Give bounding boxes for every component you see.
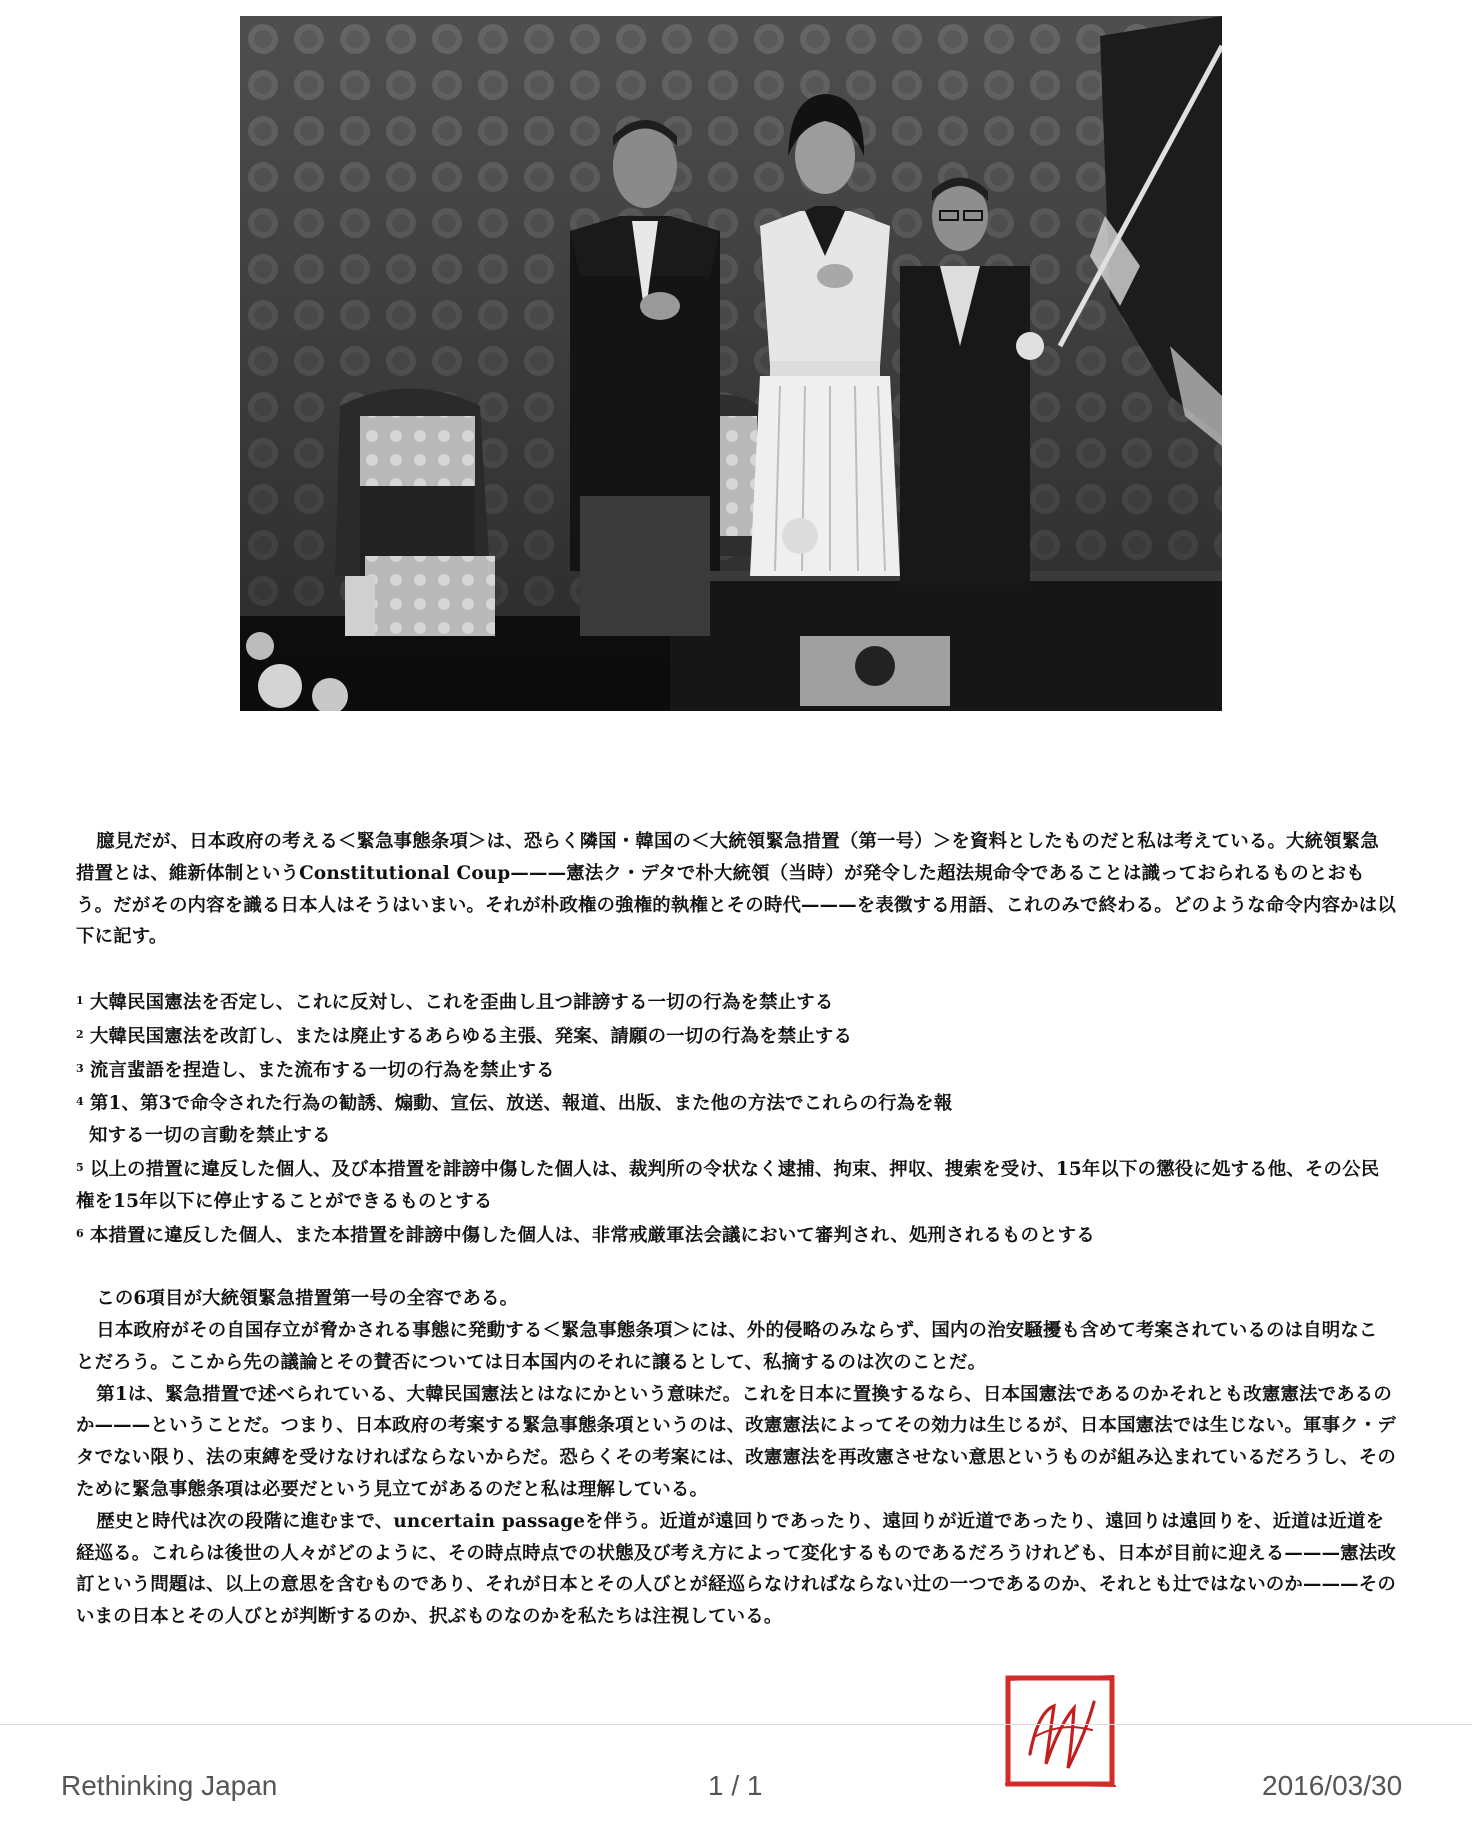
measure-item bbox=[76, 1053, 1396, 1087]
red-seal-signature bbox=[1002, 1672, 1120, 1790]
measure-text: 大韓民国憲法を否定し、これに反対し、これを歪曲し且つ誹謗する一切の行為を禁止する bbox=[89, 991, 834, 1013]
podium bbox=[670, 571, 1222, 711]
measure-number: 4 bbox=[76, 1095, 84, 1109]
measure-text: 以上の措置に違反した個人、及び本措置を誹謗中傷した個人は、裁判所の令状なく逮捕、拘束、押収、捜索を受け、15年以下の懲役に処する他、その公民権を15年以下に停止することができるものとする bbox=[76, 1158, 1380, 1212]
measure-text: 本措置に違反した個人、また本措置を誹謗中傷した個人は、非常戒厳軍法会議において審判され、処刑されるものとする bbox=[89, 1224, 1095, 1246]
measure-text-continued: 知する一切の言動を禁止する bbox=[89, 1125, 331, 1147]
measure-number: 6 bbox=[76, 1226, 84, 1240]
first-point-paragraph: 第1は、緊急措置で述べられている、大韓民国憲法とはなにかという意味だ。これを日本に置換するなら、日本国憲法であるのかそれとも改憲憲法であるのか———ということだ。つまり、日本政府の考案する緊急事態条項というのは、改憲憲法によってその効力は生じるが、日本国憲法では生じない。軍事ク・デタでない限り、法の束縛を受けなければならないからだ。恐らくその考案には、改憲憲法を再改憲させない意思というものが組み込まれているだろうし、そのために緊急事態条項は必要だという見立てがあるのだと私は理解している。 bbox=[76, 1383, 1396, 1500]
footer-page-number: 1 / 1 bbox=[708, 1770, 763, 1801]
intro-paragraph: 臆見だが、日本政府の考える＜緊急事態条項＞は、恐らく隣国・韓国の＜大統領緊急措置（第一号）＞を資料としたものだと私は考えている。大統領緊急措置とは、維新体制というConstitutional Coup———憲法ク・デタで朴大統領（当時）が発令した超法規命令であることは識っておられるものとおもう。だがその内容を識る日本人はそうはいまい。それが朴政権の強権的執権とその時代———を表徴する用語、これのみで終わる。どのような命令内容かは以下に記す。 bbox=[76, 831, 1396, 948]
emergency-measures-list bbox=[76, 985, 1396, 1251]
ceremony-photo bbox=[240, 16, 1222, 711]
footer-divider bbox=[0, 1724, 1472, 1725]
measure-text: 大韓民国憲法を改訂し、または廃止するあらゆる主張、発案、請願の一切の行為を禁止する bbox=[89, 1025, 853, 1047]
measure-item bbox=[76, 1086, 1396, 1152]
ceremony-photo-illustration bbox=[240, 16, 1222, 711]
measure-number: 5 bbox=[76, 1160, 84, 1174]
footer-date: 2016/03/30 bbox=[1262, 1770, 1403, 1801]
measure-item bbox=[76, 1019, 1396, 1053]
article-body bbox=[76, 826, 1396, 1633]
measure-number: 3 bbox=[76, 1061, 84, 1075]
summary-paragraph: この6項目が大統領緊急措置第一号の全容である。 bbox=[96, 1288, 519, 1310]
measure-number: 1 bbox=[76, 993, 84, 1007]
measure-item bbox=[76, 1218, 1396, 1252]
left-chair bbox=[335, 389, 495, 637]
context-paragraph: 日本政府がその自国存立が脅かされる事態に発動する＜緊急事態条項＞には、外的侵略のみならず、国内の治安騒擾も含めて考案されているのは自明なことだろう。ここから先の議論とその賛否については日本国内のそれに譲るとして、私摘するのは次のことだ。 bbox=[76, 1319, 1378, 1373]
footer-publication-title: Rethinking Japan bbox=[61, 1770, 278, 1801]
measure-text: 第1、第3で命令された行為の勧誘、煽動、宣伝、放送、報道、出版、また他の方法でこれらの行為を報 bbox=[89, 1093, 953, 1115]
conclusion-paragraph: 歴史と時代は次の段階に進むまで、uncertain passageを伴う。近道が遠回りであったり、遠回りが近道であったり、遠回りは遠回りを、近道は近道を経巡る。これらは後世の人々がどのように、その時点時点での状態及び考え方によって変化するものであるだろうけれども、日本が目前に迎える———憲法改訂という問題は、以上の意思を含むものであり、それが日本とその人びとが経巡らなければならない辻の一つであるのか、それとも辻ではないのか———そのいまの日本とその人びとが判断するのか、択ぶものなのかを私たちは注視している。 bbox=[76, 1510, 1396, 1628]
measure-item bbox=[76, 985, 1396, 1019]
measure-number: 2 bbox=[76, 1027, 84, 1041]
measure-item bbox=[76, 1152, 1396, 1218]
measure-text: 流言蜚語を捏造し、また流布する一切の行為を禁止する bbox=[89, 1059, 555, 1081]
signature-seal-icon bbox=[1002, 1672, 1120, 1790]
